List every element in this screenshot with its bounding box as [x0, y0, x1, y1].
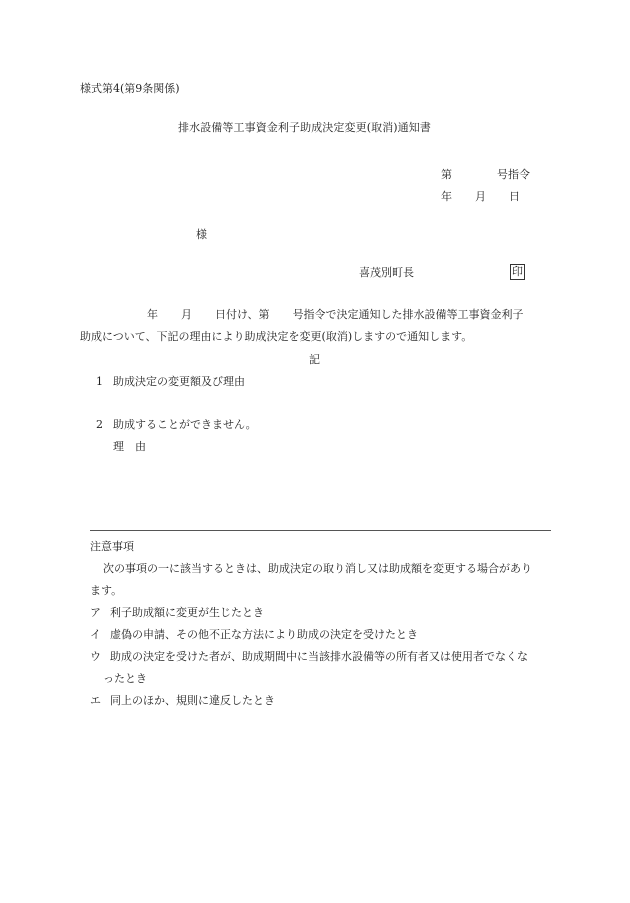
document-number-prefix: 第 — [441, 168, 452, 181]
item-2-number: 2 — [96, 418, 103, 431]
document-number-suffix: 号指令 — [497, 168, 530, 181]
document-number — [441, 168, 530, 181]
notes-intro-line-2: ます。 — [90, 584, 123, 597]
body-line1-rest: 号指令で決定通知した排水設備等工事資金利子 — [292, 308, 524, 321]
notes-heading: 注意事項 — [90, 540, 134, 553]
document-date-month: 月 — [475, 190, 486, 203]
note-e-mark: エ — [90, 694, 101, 707]
ki-heading: 記 — [309, 353, 320, 366]
note-item-u — [90, 650, 528, 663]
note-u-text: 助成の決定を受けた者が、助成期間中に当該排水設備等の所有者又は使用者でなくな — [110, 650, 528, 663]
note-item-e — [90, 694, 275, 707]
note-item-u-continuation: ったとき — [103, 672, 147, 685]
body-month: 月 — [181, 308, 192, 321]
seal-mark: 印 — [512, 265, 523, 278]
divider-line — [90, 530, 551, 531]
reason-label: 理 由 — [113, 440, 146, 453]
note-item-i — [90, 628, 418, 641]
body-year: 年 — [147, 308, 158, 321]
note-item-a — [90, 606, 264, 619]
notes-intro-line-1: 次の事項の一に該当するときは、助成決定の取り消し又は助成額を変更する場合があり — [103, 562, 532, 575]
document-date-day: 日 — [509, 190, 520, 203]
addressee: 様 — [196, 228, 207, 241]
note-u-mark: ウ — [90, 650, 101, 663]
item-1 — [96, 375, 245, 388]
document-date-year: 年 — [441, 190, 452, 203]
note-e-text: 同上のほか、規則に違反したとき — [110, 694, 275, 707]
issuer-name: 喜茂別町長 — [359, 266, 414, 279]
document-title: 排水設備等工事資金利子助成決定変更(取消)通知書 — [178, 121, 431, 134]
note-a-mark: ア — [90, 606, 101, 619]
body-date-suffix: 日付け、第 — [215, 308, 270, 321]
body-text-line-2: 助成について、下記の理由により助成決定を変更(取消)しますので通知します。 — [80, 330, 473, 343]
form-number: 様式第4(第9条関係) — [80, 82, 180, 95]
note-i-text: 虚偽の申請、その他不正な方法により助成の決定を受けたとき — [110, 628, 418, 641]
item-1-text: 助成決定の変更額及び理由 — [113, 375, 245, 388]
body-text-line-1 — [147, 308, 524, 321]
document-date — [441, 190, 520, 203]
note-a-text: 利子助成額に変更が生じたとき — [110, 606, 264, 619]
item-1-number: 1 — [96, 375, 103, 388]
note-i-mark: イ — [90, 628, 101, 641]
item-2 — [96, 418, 257, 431]
item-2-text: 助成することができません。 — [113, 418, 257, 431]
